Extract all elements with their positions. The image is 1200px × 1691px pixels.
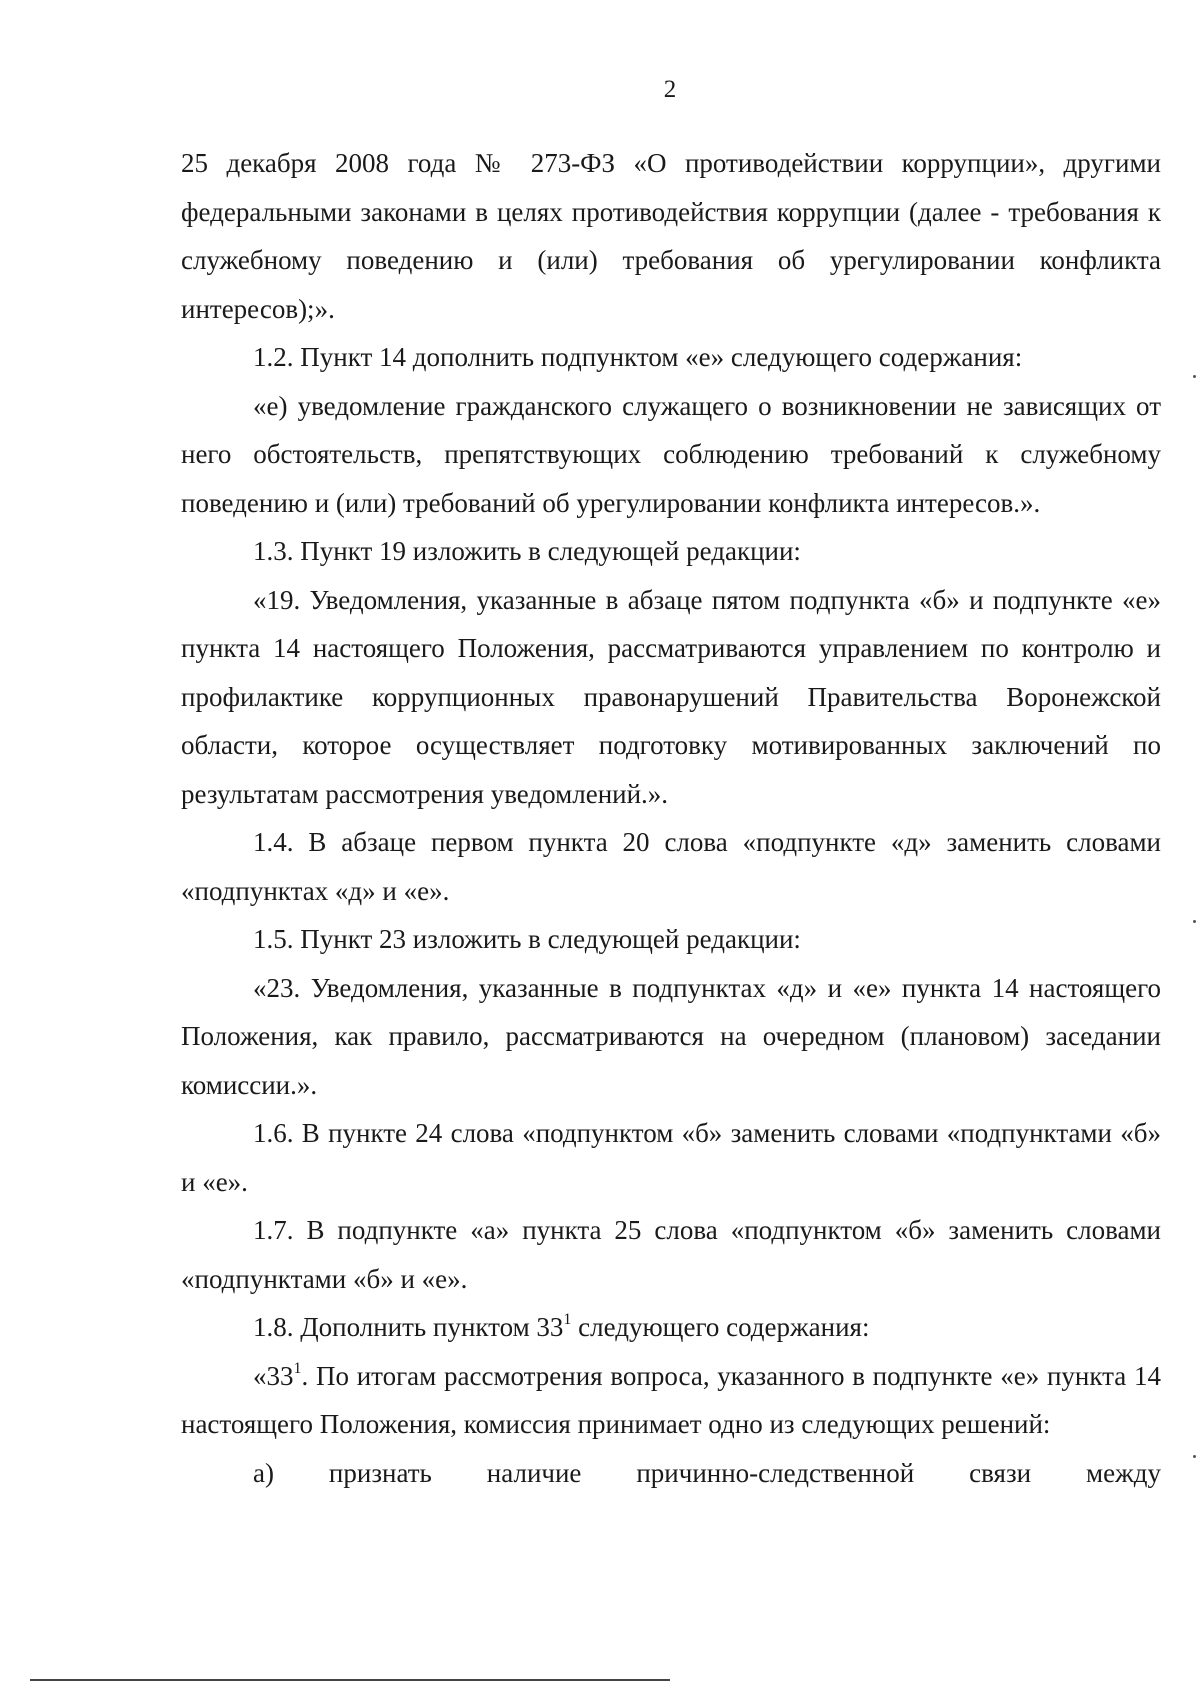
paragraph-1-2: 1.2. Пункт 14 дополнить подпунктом «е» следующего содержания:	[253, 342, 1023, 372]
page-number: 2	[663, 76, 677, 103]
paragraph-quote-23: «23. Уведомления, указанные в подпунктах «д» и «е» пункта 14 настоящего Положения, как правило, рассматриваются на очередном (плановом) заседании комиссии.».	[181, 972, 1161, 1100]
paragraph-quote-33-1-end: . По итогам рассмотрения вопроса, указанного в подпункте «е» пункта 14 настоящего Положения, комиссия принимает одно из следующих решений:	[181, 1360, 1161, 1439]
bottom-rule	[30, 1679, 670, 1681]
paragraph-1-5: 1.5. Пункт 23 изложить в следующей редакции:	[253, 924, 801, 954]
paragraph-item-a: а) признать наличие причинно-следственной связи между	[253, 1457, 1161, 1488]
document-body	[181, 139, 1161, 1497]
paragraph-quote-33-1-start: «33	[253, 1360, 294, 1391]
paragraph-1-8-text-end: следующего содержания:	[571, 1312, 870, 1342]
paragraph-1-8-text-start: 1.8. Дополнить пунктом 33	[253, 1312, 564, 1342]
superscript: 1	[293, 1359, 302, 1377]
superscript: 1	[563, 1311, 572, 1328]
paragraph-quote-e: «е) уведомление гражданского служащего о возникновении не зависящих от него обстоятельств, препятствующих соблюдению требований к служебному поведению и (или) требований об урегулировании конфликта интересов.».	[181, 390, 1161, 518]
scan-mark	[1193, 920, 1196, 923]
paragraph-1-7: 1.7. В подпункте «а» пункта 25 слова «подпунктом «б» заменить словами «подпунктами «б» и «е».	[181, 1215, 1161, 1294]
paragraph-quote-19: «19. Уведомления, указанные в абзаце пятом подпункта «б» и подпункте «е» пункта 14 настоящего Положения, рассматриваются управлением по контролю и профилактике коррупционных правонарушений Правительства Воронежской области, которое осуществляет подготовку мотивированных заключений по результатам рассмотрения уведомлений.».	[181, 584, 1161, 809]
paragraph-1-4: 1.4. В абзаце первом пункта 20 слова «подпункте «д» заменить словами «подпунктах «д» и «е».	[181, 827, 1161, 906]
paragraph-1-6: 1.6. В пункте 24 слова «подпунктом «б» заменить словами «подпунктами «б» и «е».	[181, 1118, 1161, 1197]
paragraph-1-8	[181, 1303, 1161, 1352]
scan-mark	[1193, 1455, 1196, 1458]
paragraph-quote-33-1	[181, 1352, 1161, 1449]
scan-mark	[1193, 375, 1196, 378]
paragraph-continuation: 25 декабря 2008 года № 273-ФЗ «О противодействии коррупции», другими федеральными законами в целях противодействия коррупции (далее - требования к служебному поведению и (или) требования об урегулировании конфликта интересов);».	[181, 148, 1161, 324]
paragraph-1-3: 1.3. Пункт 19 изложить в следующей редакции:	[253, 536, 801, 566]
